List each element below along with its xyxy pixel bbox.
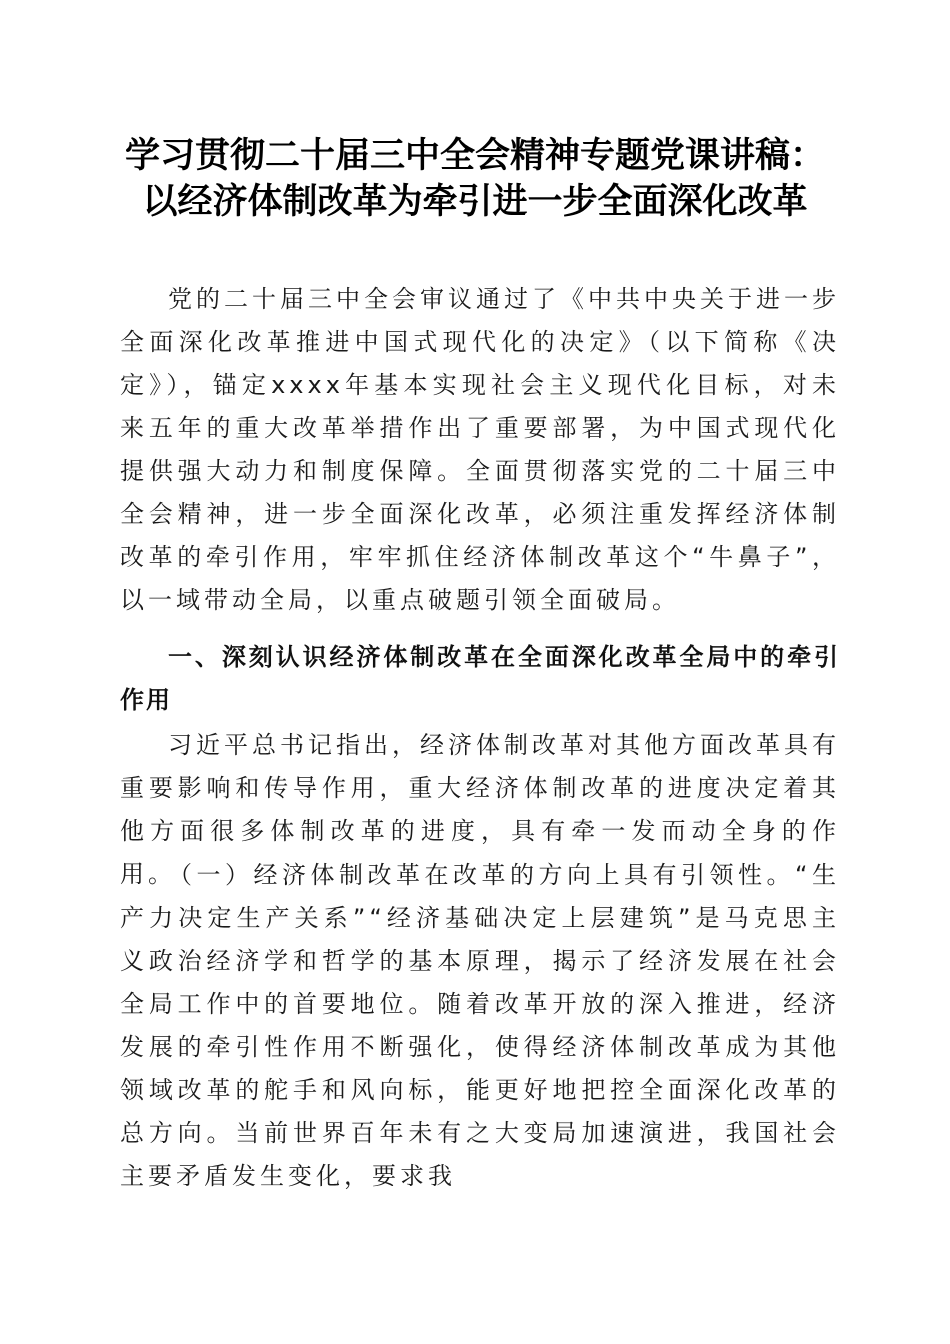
paragraph-2: 习近平总书记指出，经济体制改革对其他方面改革具有重要影响和传导作用，重大经济体制改革的进度决定着其他方面很多体制改革的进度，具有牵一发而动全身的作用。 [120,731,840,888]
document-title-line-1: 学习贯彻二十届三中全会精神专题党课讲稿： [124,135,825,176]
section-heading-1: 一、深刻认识经济体制改革在全面深化改革全局中的牵引作用 [120,643,840,714]
intro-paragraph: 党的二十届三中全会审议通过了《中共中央关于进一步全面深化改革推进中国式现代化的决定》（以下简称《决定》），锚定xxxx年基本实现社会主义现代化目标，对未来五年的重大改革举措作出了重要部署，为中国式现代化提供强大动力和制度保障。全面贯彻落实党的二十届三中全会精神，进一步全面深化改革，必须注重发挥经济体制改革的牵引作用，牢牢抓住经济体制改革这个“牛鼻子”，以一域带动全局，以重点破题引领全面破局。 [120,285,840,614]
paragraph-3: （一）经济体制改革在改革的方向上具有引领性。“生产力决定生产关系”“经济基础决定上层建筑”是马克思主义政治经济学和哲学的基本原理，揭示了经济发展在社会全局工作中的首要地位。随着改革开放的深入推进，经济发展的牵引性作用不断强化，使得经济体制改革成为其他领域改革的舵手和风向标，能更好地把控全面深化改革的总方向。当前世界百年未有之大变局加速演进，我国社会主要矛盾发生变化，要求我 [120,861,840,1190]
document-title-line-2: 以经济体制改革为牵引进一步全面深化改革 [142,181,808,222]
